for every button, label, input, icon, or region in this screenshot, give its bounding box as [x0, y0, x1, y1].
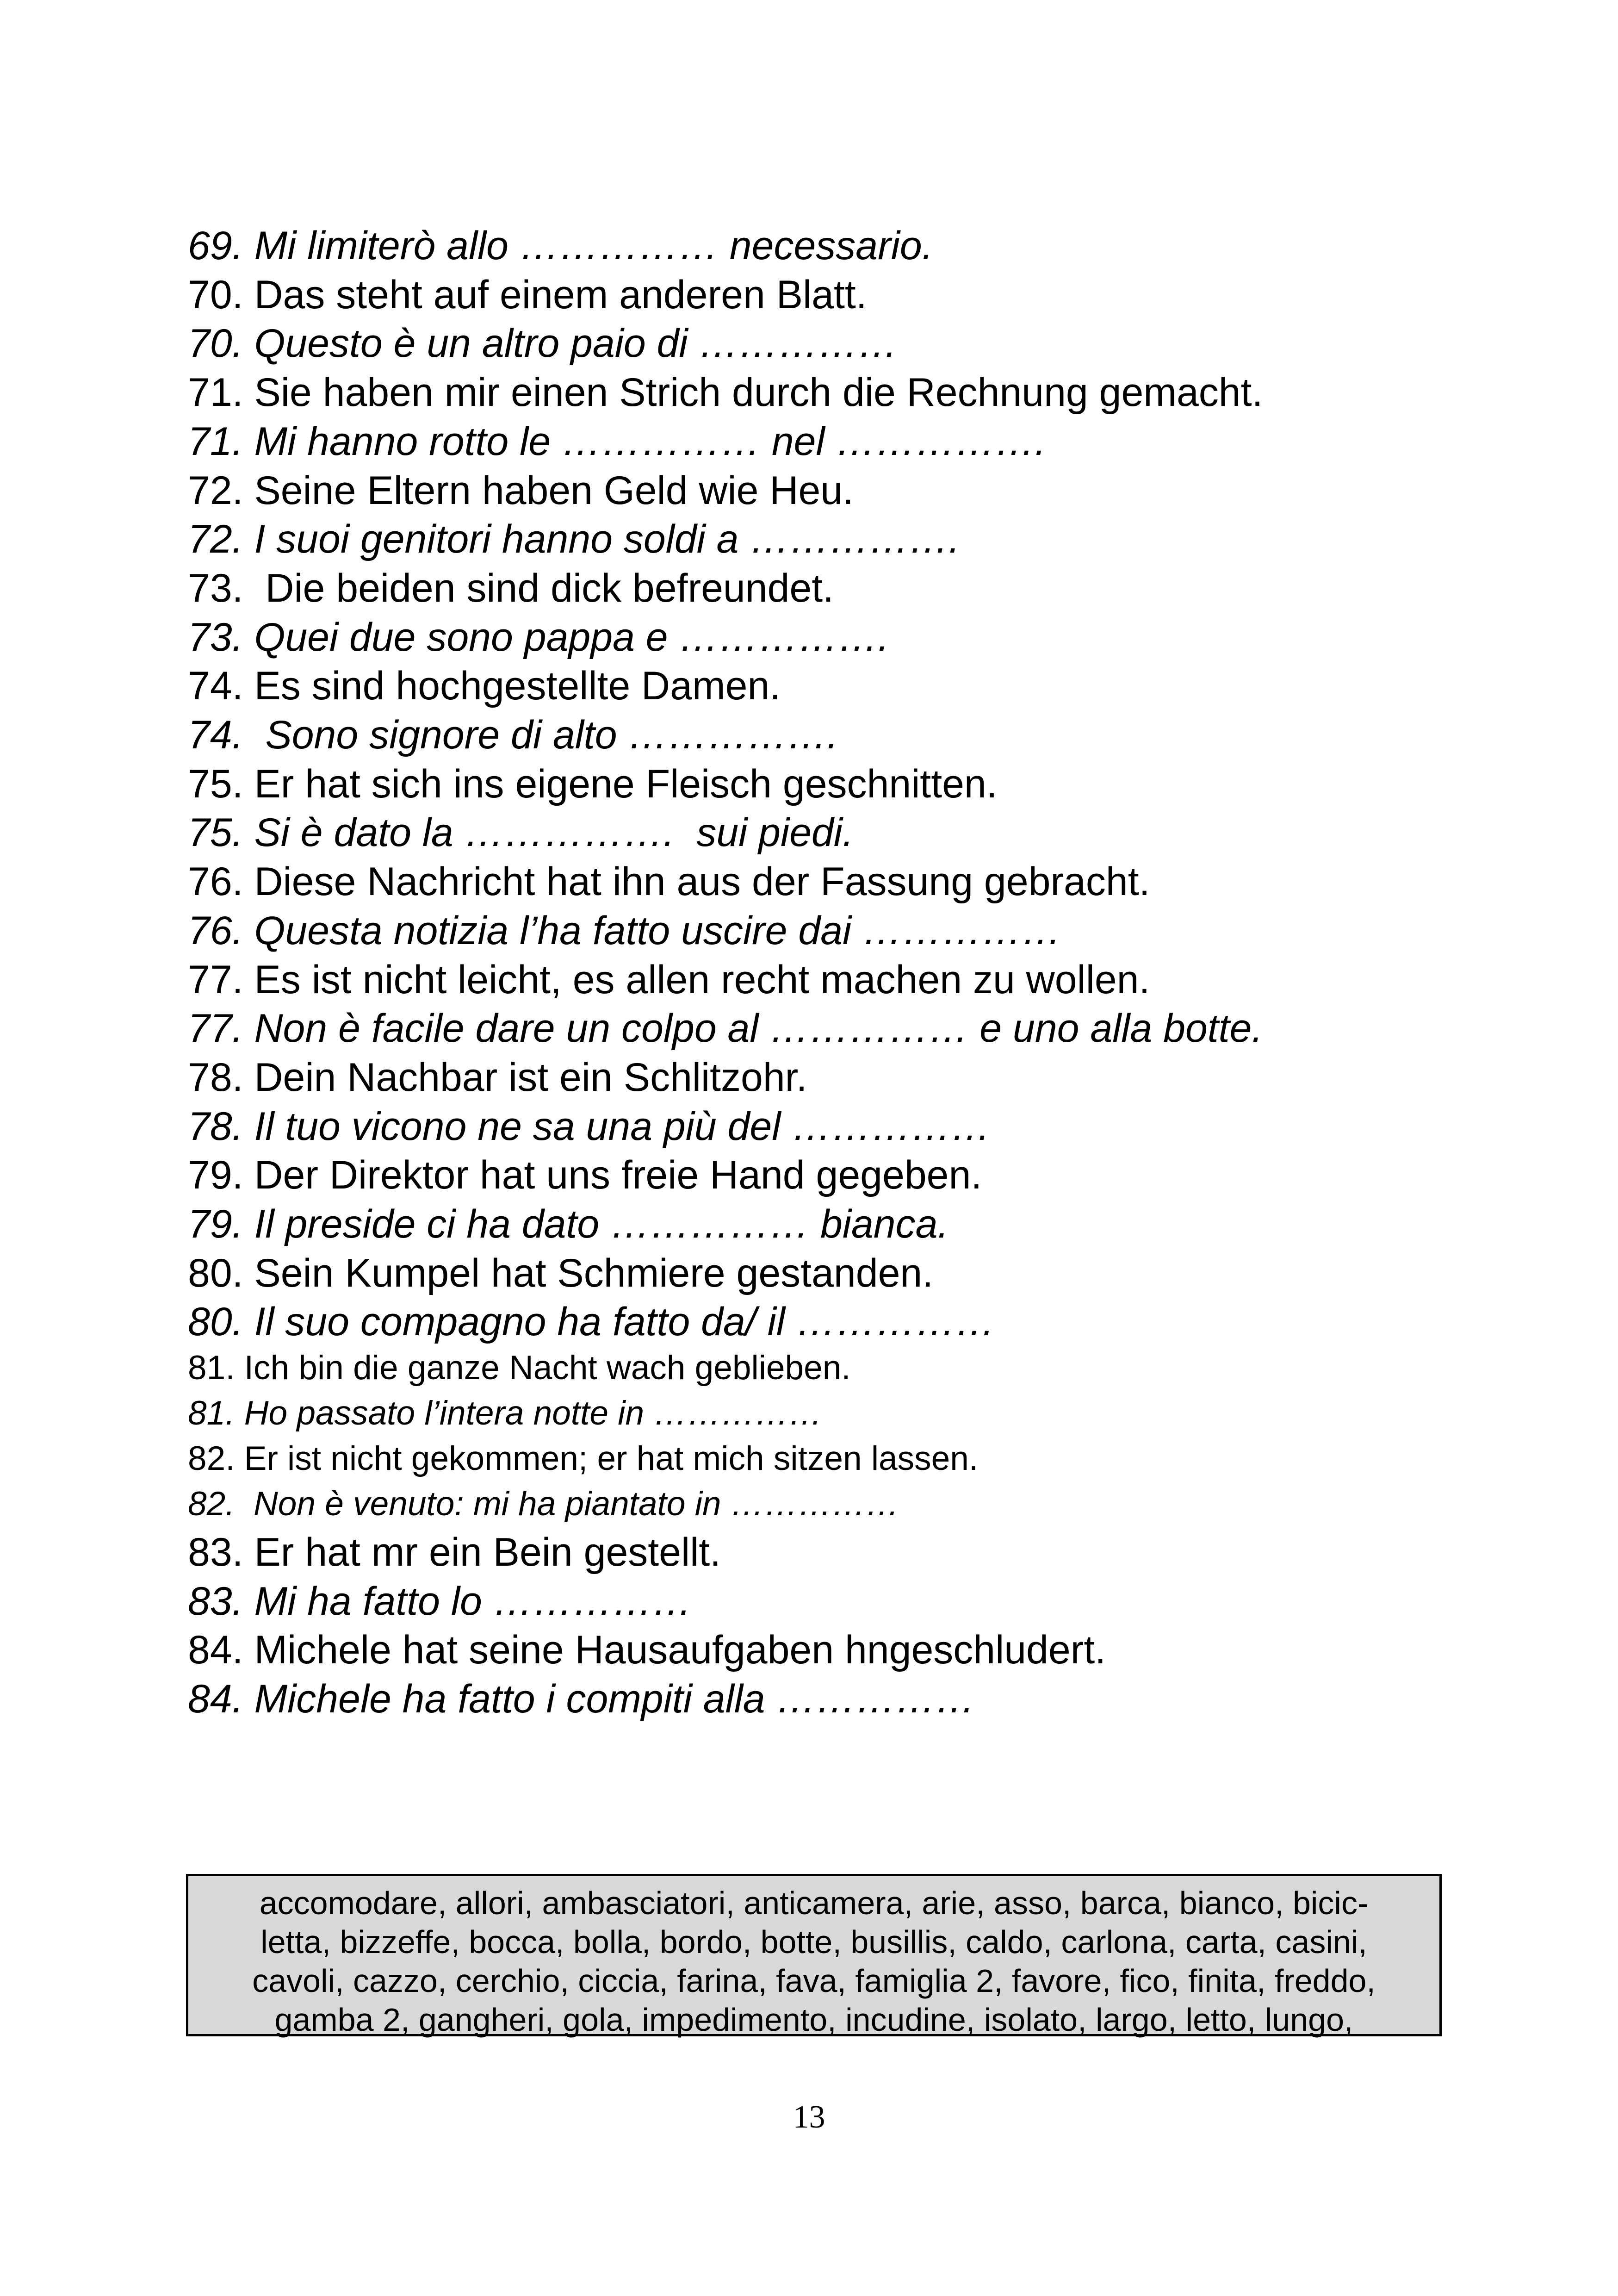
- german-phrase-line: 83. Er hat mr ein Bein gestellt.: [188, 1530, 721, 1574]
- german-phrase-line: 77. Es ist nicht leicht, es allen recht machen zu wollen.: [188, 958, 1150, 1002]
- italian-phrase-line: 82. Non è venuto: mi ha piantato in ……………: [188, 1485, 899, 1523]
- german-phrase-line: 79. Der Direktor hat uns freie Hand gegeben.: [188, 1153, 982, 1197]
- italian-phrase-line: 75. Si è dato la ……………. sui piedi.: [188, 810, 854, 855]
- italian-phrase-line: 83. Mi ha fatto lo ……………: [188, 1579, 692, 1624]
- word-bank-line: accomodare, allori, ambasciatori, anticamera, arie, asso, barca, bianco, bicic-: [259, 1885, 1369, 1921]
- word-bank-box: [186, 1874, 1442, 2036]
- german-phrase-line: 78. Dein Nachbar ist ein Schlitzohr.: [188, 1055, 807, 1100]
- italian-phrase-line: 71. Mi hanno rotto le …………… nel …………….: [188, 419, 1046, 464]
- german-phrase-line: 72. Seine Eltern haben Geld wie Heu.: [188, 468, 854, 513]
- italian-phrase-line: 77. Non è facile dare un colpo al …………… e uno alla botte.: [188, 1006, 1263, 1051]
- german-phrase-line: 75. Er hat sich ins eigene Fleisch geschnitten.: [188, 762, 998, 806]
- german-phrase-line: 80. Sein Kumpel hat Schmiere gestanden.: [188, 1251, 934, 1295]
- italian-phrase-line: 73. Quei due sono pappa e …………….: [188, 615, 889, 660]
- german-phrase-line: 70. Das steht auf einem anderen Blatt.: [188, 273, 867, 317]
- word-bank-line: cavoli, cazzo, cerchio, ciccia, farina, fava, famiglia 2, favore, fico, finita, freddo,: [252, 1963, 1376, 1999]
- italian-phrase-line: 81. Ho passato l’intera notte in ……………: [188, 1394, 823, 1432]
- italian-phrase-line: 84. Michele ha fatto i compiti alla ……………: [188, 1677, 975, 1721]
- italian-phrase-line: 69. Mi limiterò allo …………… necessario.: [188, 224, 933, 268]
- german-phrase-line: 81. Ich bin die ganze Nacht wach geblieben.: [188, 1349, 851, 1387]
- italian-phrase-line: 74. Sono signore di alto …………….: [188, 713, 838, 757]
- page-number: 13: [793, 2099, 825, 2135]
- german-phrase-line: 82. Er ist nicht gekommen; er hat mich sitzen lassen.: [188, 1440, 979, 1477]
- german-phrase-line: 76. Diese Nachricht hat ihn aus der Fassung gebracht.: [188, 859, 1150, 904]
- italian-phrase-line: 78. Il tuo vicono ne sa una più del ……………: [188, 1104, 991, 1149]
- german-phrase-line: 73. Die beiden sind dick befreundet.: [188, 566, 834, 610]
- italian-phrase-line: 70. Questo è un altro paio di ……………: [188, 321, 898, 366]
- word-bank-line: letta, bizzeffe, bocca, bolla, bordo, botte, busillis, caldo, carlona, carta, casini,: [260, 1924, 1367, 1960]
- italian-phrase-line: 76. Questa notizia l’ha fatto uscire dai ……………: [188, 908, 1062, 953]
- italian-phrase-line: 79. Il preside ci ha dato …………… bianca.: [188, 1202, 949, 1246]
- word-bank-line: gamba 2, gangheri, gola, impedimento, incudine, isolato, largo, letto, lungo,: [274, 2002, 1353, 2038]
- german-phrase-line: 84. Michele hat seine Hausaufgaben hngeschludert.: [188, 1628, 1106, 1672]
- german-phrase-line: 74. Es sind hochgestellte Damen.: [188, 664, 781, 708]
- german-phrase-line: 71. Sie haben mir einen Strich durch die Rechnung gemacht.: [188, 370, 1263, 415]
- italian-phrase-line: 72. I suoi genitori hanno soldi a …………….: [188, 517, 960, 561]
- italian-phrase-line: 80. Il suo compagno ha fatto da/ il ……………: [188, 1300, 995, 1344]
